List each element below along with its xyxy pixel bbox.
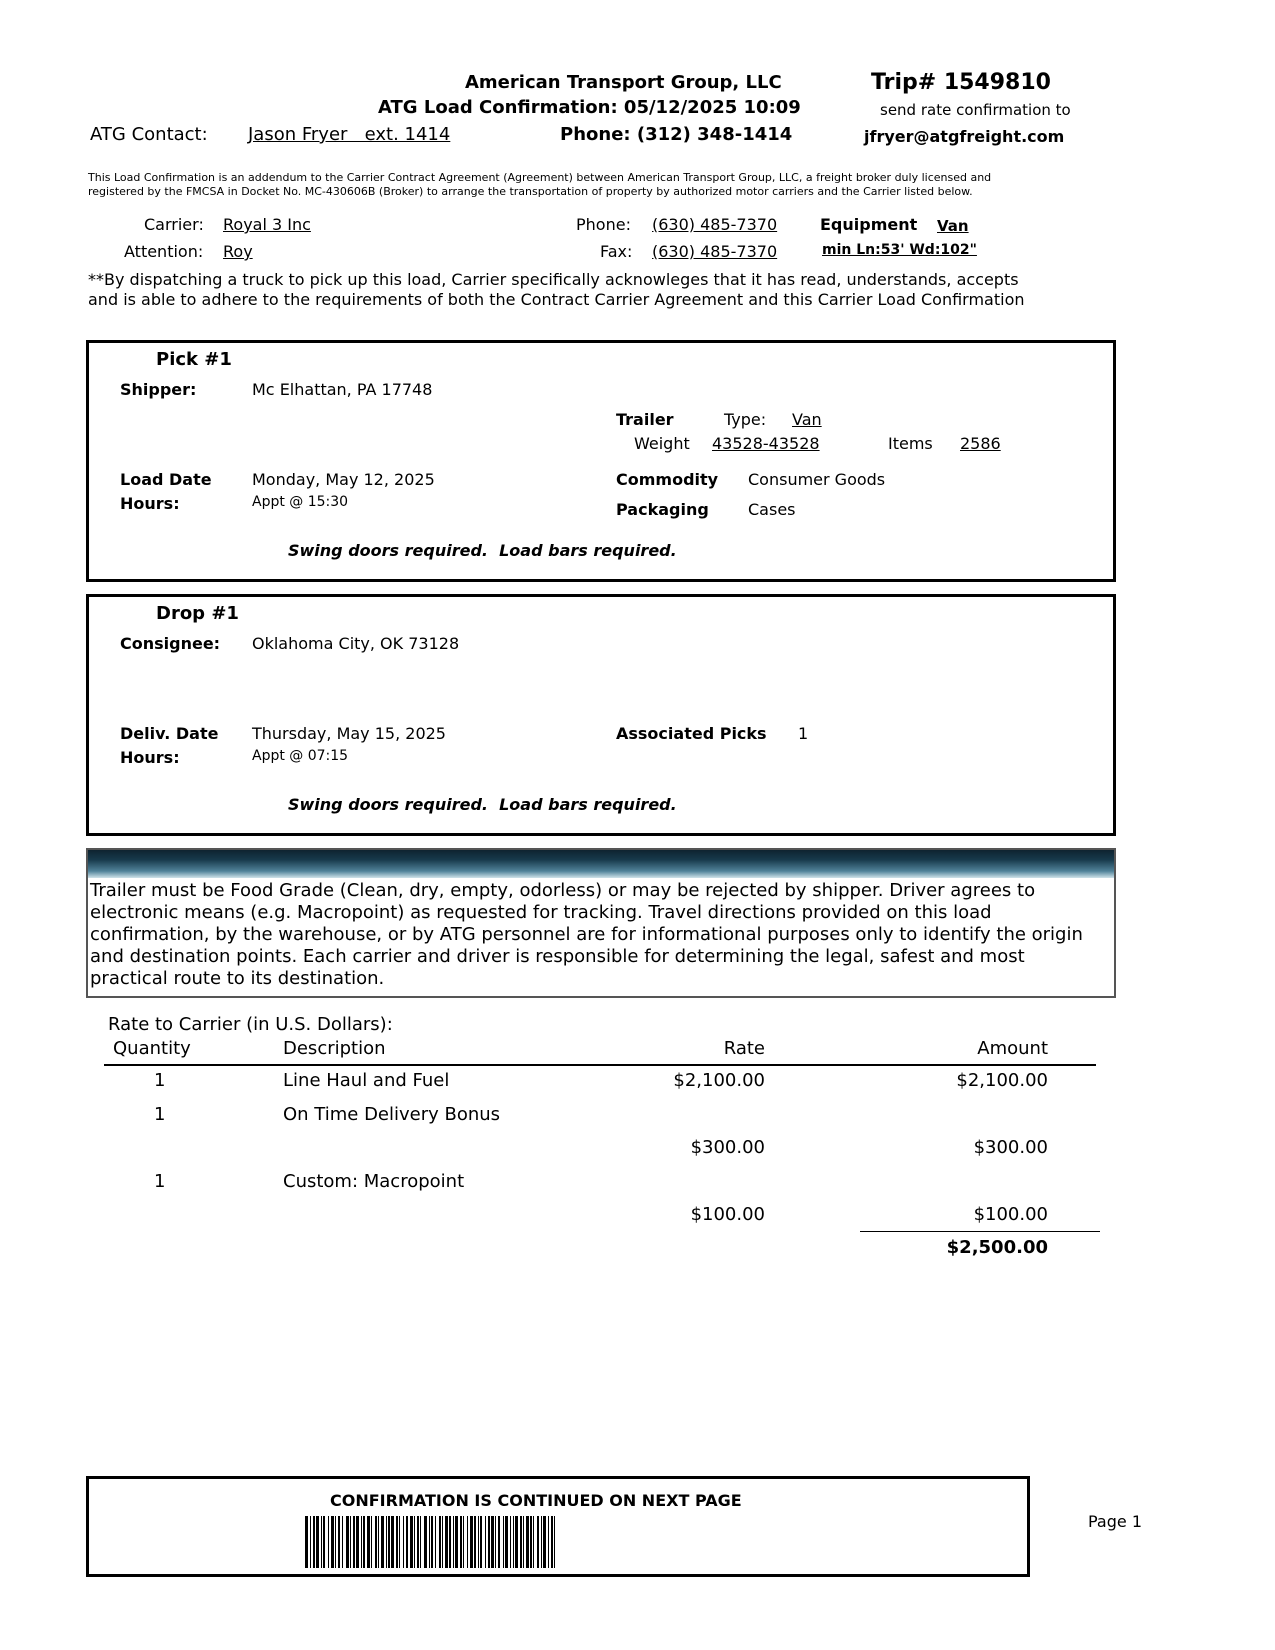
- commodity-value: Consumer Goods: [748, 470, 886, 489]
- barcode: [305, 1516, 558, 1568]
- row-amount: $300.00: [973, 1137, 1048, 1158]
- company-name: American Transport Group, LLC: [465, 72, 782, 93]
- associated-picks-value: 1: [798, 724, 809, 743]
- carrier-name: Royal 3 Inc: [223, 215, 311, 234]
- rates-header-rate: Rate: [723, 1038, 765, 1059]
- pick-title: Pick #1: [156, 349, 232, 370]
- consignee-location: Oklahoma City, OK 73128: [252, 634, 460, 653]
- total-rule: [860, 1231, 1100, 1232]
- carrier-phone: (630) 485-7370: [652, 215, 778, 234]
- send-to-label: send rate confirmation to: [880, 101, 1071, 119]
- contact-phone: Phone: (312) 348-1414: [560, 124, 793, 145]
- carrier-phone-label: Phone:: [576, 215, 631, 234]
- deliv-date-label: Deliv. Date: [120, 724, 219, 743]
- rates-header-rule: [104, 1064, 1096, 1066]
- row-amount: $100.00: [973, 1204, 1048, 1225]
- row-rate: $100.00: [690, 1204, 765, 1225]
- contact-name: Jason Fryer ext. 1414: [248, 124, 451, 145]
- contact-email: jfryer@atgfreight.com: [864, 127, 1065, 146]
- weight-label: Weight: [634, 434, 690, 453]
- rates-header-amount: Amount: [977, 1038, 1048, 1059]
- rates-header-quantity: Quantity: [113, 1038, 191, 1059]
- packaging-label: Packaging: [616, 500, 709, 519]
- trailer-type: Van: [792, 410, 822, 429]
- notes-section: [86, 848, 1116, 998]
- trailer-type-label: Type:: [724, 410, 767, 429]
- page-number: Page 1: [1088, 1512, 1142, 1531]
- rates-total: $2,500.00: [946, 1237, 1048, 1258]
- confirmation-datetime: ATG Load Confirmation: 05/12/2025 10:09: [378, 97, 801, 118]
- deliv-date: Thursday, May 15, 2025: [252, 724, 446, 743]
- drop-hours-label: Hours:: [120, 748, 180, 767]
- trailer-label: Trailer: [616, 410, 674, 429]
- drop-title: Drop #1: [156, 603, 239, 624]
- carrier-label: Carrier:: [144, 215, 204, 234]
- shipper-location: Mc Elhattan, PA 17748: [252, 380, 433, 399]
- row-quantity: 1: [154, 1171, 166, 1192]
- row-amount: $2,100.00: [956, 1070, 1048, 1091]
- associated-picks-label: Associated Picks: [616, 724, 767, 743]
- row-quantity: 1: [154, 1104, 166, 1125]
- row-quantity: 1: [154, 1070, 166, 1091]
- equipment-label: Equipment: [820, 215, 918, 234]
- trip-number: Trip# 1549810: [871, 70, 1051, 95]
- load-date-label: Load Date: [120, 470, 212, 489]
- row-rate: $2,100.00: [673, 1070, 765, 1091]
- items-label: Items: [888, 434, 933, 453]
- pick-hours: Appt @ 15:30: [252, 494, 349, 510]
- row-description: Line Haul and Fuel: [283, 1070, 450, 1091]
- dispatch-notice-line-2: and is able to adhere to the requirements of both the Contract Carrier Agreement and this Carrier Load Confirmation: [88, 290, 1025, 309]
- consignee-label: Consignee:: [120, 634, 221, 653]
- packaging-value: Cases: [748, 500, 796, 519]
- equipment-dims: min Ln:53' Wd:102": [822, 242, 977, 258]
- row-rate: $300.00: [690, 1137, 765, 1158]
- notes-text: Trailer must be Food Grade (Clean, dry, empty, odorless) or may be rejected by shipper. Driver agrees to electronic means (e.g. Macropoint) as requested for tracking. Travel directions provided on this load confirmation, by the warehouse, or by ATG personnel are for informational purposes only to identify the origin and destination points. Each carrier and driver is responsible for determining the legal, safest and most practical route to its destination.: [90, 880, 1083, 989]
- notes-header-bar: [88, 850, 1114, 878]
- drop-hours: Appt @ 07:15: [252, 748, 349, 764]
- disclaimer-line-2: registered by the FMCSA in Docket No. MC-430606B (Broker) to arrange the transportation of property by authorized motor carriers and the Carrier listed below.: [88, 185, 973, 198]
- pick-note: Swing doors required. Load bars required.: [288, 541, 677, 560]
- pick-hours-label: Hours:: [120, 494, 180, 513]
- attention-name: Roy: [223, 242, 253, 261]
- contact-label: ATG Contact:: [90, 124, 208, 145]
- carrier-fax: (630) 485-7370: [652, 242, 778, 261]
- rates-header-description: Description: [283, 1038, 386, 1059]
- dispatch-notice-line-1: **By dispatching a truck to pick up this load, Carrier specifically acknowleges that it has read, understands, accepts: [88, 270, 1019, 289]
- shipper-label: Shipper:: [120, 380, 197, 399]
- attention-label: Attention:: [124, 242, 204, 261]
- disclaimer-line-1: This Load Confirmation is an addendum to the Carrier Contract Agreement (Agreement) between American Transport Group, LLC, a freight broker duly licensed and: [88, 171, 992, 184]
- load-date: Monday, May 12, 2025: [252, 470, 435, 489]
- carrier-fax-label: Fax:: [600, 242, 633, 261]
- row-description: Custom: Macropoint: [283, 1171, 465, 1192]
- items-value: 2586: [960, 434, 1001, 453]
- equipment-type: Van: [937, 217, 969, 235]
- row-description: On Time Delivery Bonus: [283, 1104, 501, 1125]
- drop-note: Swing doors required. Load bars required.: [288, 795, 677, 814]
- continued-notice: CONFIRMATION IS CONTINUED ON NEXT PAGE: [330, 1491, 742, 1510]
- weight-value: 43528-43528: [712, 434, 820, 453]
- commodity-label: Commodity: [616, 470, 719, 489]
- rates-title: Rate to Carrier (in U.S. Dollars):: [108, 1014, 393, 1035]
